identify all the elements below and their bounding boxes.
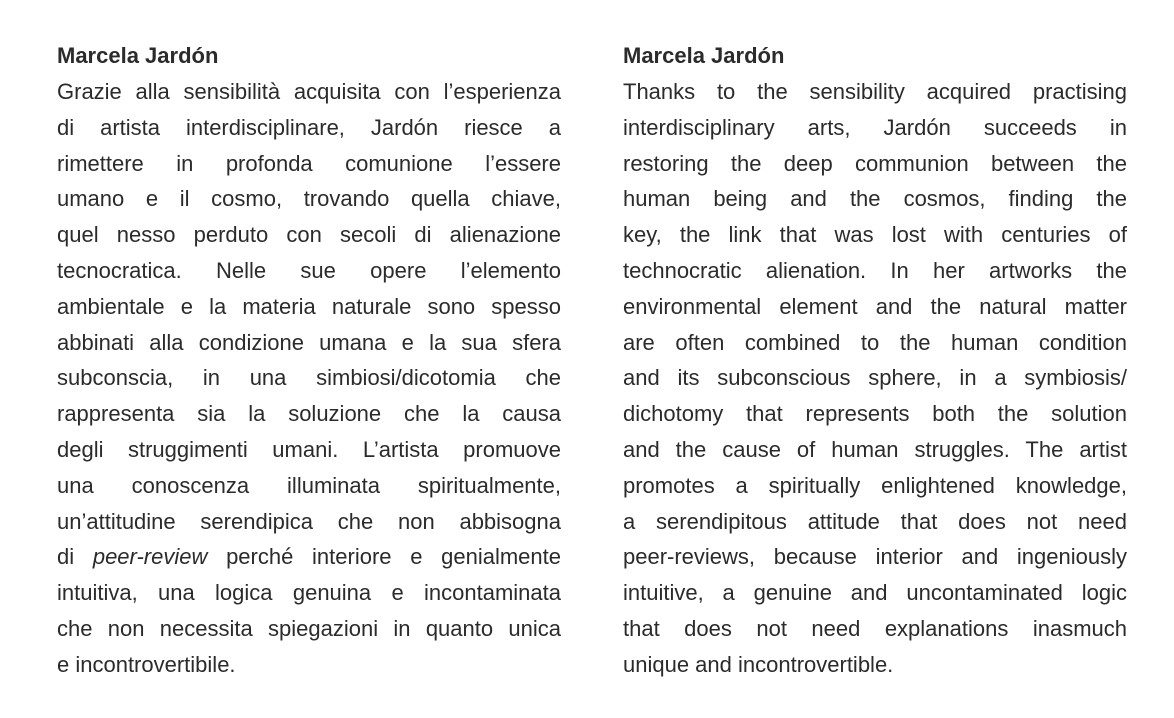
text-fragment: di <box>57 544 93 570</box>
text-line: e incontrovertibile. <box>57 651 236 677</box>
text-line: che non necessita spiegazioni in quanto unica <box>57 615 561 641</box>
text-line: promotes a spiritually enlightened knowledge, <box>623 472 1127 498</box>
text-line-with-italic <box>57 539 561 575</box>
text-line: restoring the deep communion between the <box>623 150 1127 176</box>
text-line: unique and incontrovertible. <box>623 651 894 677</box>
text-line: tecnocratica. Nelle sue opere l’elemento <box>57 257 561 283</box>
author-name: Marcela Jardón <box>57 43 219 68</box>
text-line: ambientale e la materia naturale sono spesso <box>57 293 561 319</box>
text-line: intuitive, a genuine and uncontaminated logic <box>623 580 1127 606</box>
text-line: rimettere in profonda comunione l’essere <box>57 150 561 176</box>
text-line: rappresenta sia la soluzione che la causa <box>57 401 561 427</box>
text-line: Thanks to the sensibility acquired practising <box>623 79 1127 104</box>
text-line: un’attitudine serendipica che non abbisogna <box>57 508 561 534</box>
text-line: abbinati alla condizione umana e la sua sfera <box>57 329 561 355</box>
text-line: degli struggimenti umani. L’artista promuove <box>57 436 561 462</box>
text-fragment: perché interiore e genialmente <box>207 544 561 570</box>
text-line: environmental element and the natural matter <box>623 293 1127 319</box>
text-line: di artista interdisciplinare, Jardón riesce a <box>57 114 561 140</box>
text-line: peer-reviews, because interior and ingeniously <box>623 544 1127 570</box>
text-line: una conoscenza illuminata spiritualmente, <box>57 472 561 498</box>
text-line: interdisciplinary arts, Jardón succeeds in <box>623 114 1127 140</box>
text-line: subconscia, in una simbiosi/dicotomia che <box>57 365 561 391</box>
text-line: Grazie alla sensibilità acquisita con l’esperienza <box>57 79 561 104</box>
author-name: Marcela Jardón <box>623 43 785 68</box>
text-line: quel nesso perduto con secoli di alienazione <box>57 222 561 248</box>
text-line: human being and the cosmos, finding the <box>623 186 1127 212</box>
text-line: intuitiva, una logica genuina e incontaminata <box>57 580 561 606</box>
italian-column <box>57 38 561 683</box>
text-line: key, the link that was lost with centuries of <box>623 222 1127 248</box>
text-line: and the cause of human struggles. The artist <box>623 436 1127 462</box>
text-line: a serendipitous attitude that does not need <box>623 508 1127 534</box>
text-line: and its subconscious sphere, in a symbiosis/ <box>623 365 1127 391</box>
text-line: dichotomy that represents both the solution <box>623 401 1127 427</box>
english-paragraph <box>623 74 1127 683</box>
text-line: umano e il cosmo, trovando quella chiave, <box>57 186 561 212</box>
italian-paragraph <box>57 74 561 683</box>
text-line: that does not need explanations inasmuch <box>623 615 1127 641</box>
english-column <box>623 38 1127 683</box>
italic-term: peer-review <box>92 544 208 570</box>
text-line: technocratic alienation. In her artworks the <box>623 257 1127 283</box>
text-line: are often combined to the human condition <box>623 329 1127 355</box>
